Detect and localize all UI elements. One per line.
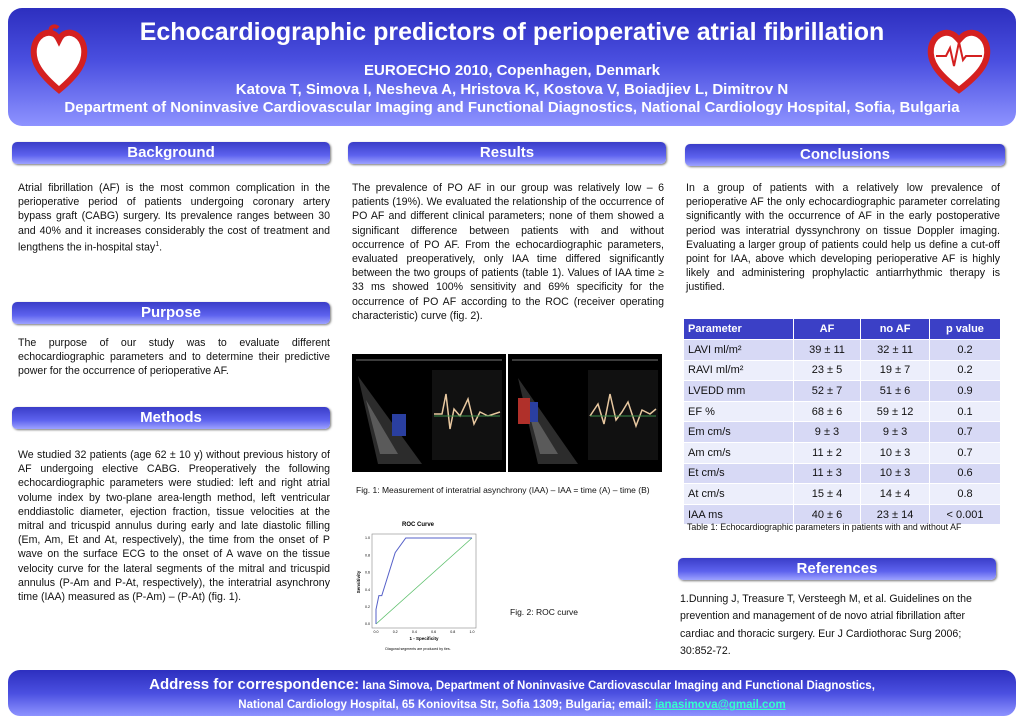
table-header-cell: AF (793, 319, 860, 340)
background-end: . (159, 241, 163, 254)
table-cell: 11 ± 2 (793, 442, 860, 463)
table-cell: 52 ± 7 (793, 381, 860, 402)
y-tick-label: 0.2 (365, 605, 370, 609)
table-header-cell: no AF (861, 319, 930, 340)
roc-ylabel: Sensitivity (356, 570, 361, 594)
table-cell: LAVI ml/m² (684, 340, 794, 361)
reference-mark: 1 (155, 240, 160, 248)
table-cell: 15 ± 4 (793, 484, 860, 505)
conclusions-heading: Conclusions (685, 144, 1005, 166)
correspondence-footer (8, 670, 1016, 716)
methods-text: We studied 32 patients (age 62 ± 10 y) without previous history of AF undergoing elective CABG. Preoperatively the following echocardiographic parameters were studied: left and right atrial volume index by two-plane area-length method, left ventricular enddiastolic diameter, ejection fraction, tissue velocities at the mitral and tricuspid annulus during early and late diastolic filling (Em, Am, Et and At, respectively), the time from the onset of P wave on the surface ECG to the onset of A wave on the tissue velocity curve for the lateral segments of the mitral and tricuspid annulus (P-Am and P-At, respectively), the interatrial asynchrony time (IAA) measured as (P-Am) – (P-At) (fig. 1). (18, 449, 330, 604)
y-tick-label: 1.0 (365, 536, 370, 541)
table-cell: 0.7 (929, 442, 1000, 463)
results-heading: Results (348, 142, 666, 164)
x-tick-label: 0.0 (373, 630, 379, 634)
table-cell: 0.1 (929, 401, 1000, 422)
table-row (684, 401, 1001, 422)
table-cell: 0.8 (929, 484, 1000, 505)
table-cell: At cm/s (684, 484, 794, 505)
background-text (18, 181, 330, 255)
table-cell: 39 ± 11 (793, 340, 860, 361)
echo-image-right (508, 354, 662, 472)
department-line: Department of Noninvasive Cardiovascular Imaging and Functional Diagnostics, National Cardiology Hospital, Sofia, Bulgaria (64, 99, 960, 116)
table-cell: EF % (684, 401, 794, 422)
footer-address-2: National Cardiology Hospital, 65 Koniovitsa Str, Sofia 1309; Bulgaria; email: (238, 699, 652, 711)
roc-footnote: Diagonal segments are produced by ties. (385, 647, 451, 651)
poster-title: Echocardiographic predictors of perioperative atrial fibrillation (139, 18, 885, 46)
table1-caption: Table 1: Echocardiographic parameters in patients with and without AF (687, 522, 962, 532)
table-cell: 10 ± 3 (861, 442, 930, 463)
conclusions-text: In a group of patients with a relatively low prevalence of perioperative AF the only echocardiographic parameter correlating significantly with the occurrence of AF in the early postoperative period was interatrial dyssynchrony on tissue Doppler imaging. Evaluating a larger group of patients could help us define a cut-off point for IAA, above which developing perioperative AF is highly likely and administering prophylactic antiarrhythmic therapy is justified. (686, 182, 1000, 294)
x-tick-label: 1.0 (469, 630, 475, 634)
table-row (684, 463, 1001, 484)
table-cell: LVEDD mm (684, 381, 794, 402)
table-row (684, 442, 1001, 463)
table-cell: 59 ± 12 (861, 401, 930, 422)
y-tick-label: 0.6 (365, 570, 370, 575)
y-tick-label: 0.8 (365, 553, 370, 558)
authors-line: Katova T, Simova I, Nesheva A, Hristova K, Kostova V, Boiadjiev L, Dimitrov N (235, 81, 789, 98)
parameters-table (683, 318, 1001, 525)
table-cell: 10 ± 3 (861, 463, 930, 484)
x-tick-label: 0.8 (450, 630, 456, 634)
table-cell: RAVI ml/m² (684, 360, 794, 381)
table-cell: 9 ± 3 (861, 422, 930, 443)
references-heading: References (678, 558, 996, 580)
table-cell: 0.7 (929, 422, 1000, 443)
y-tick-label: 0.4 (365, 587, 370, 592)
figure2-caption: Fig. 2: ROC curve (510, 607, 579, 617)
table-cell: Em cm/s (684, 422, 794, 443)
conference-line: EUROECHO 2010, Copenhagen, Denmark (364, 62, 660, 79)
x-tick-label: 0.6 (431, 630, 437, 634)
table-cell: 51 ± 6 (861, 381, 930, 402)
footer-line-1 (8, 676, 1016, 693)
table-row (684, 484, 1001, 505)
table-cell: IAA ms (684, 504, 794, 525)
references-text: 1.Dunning J, Treasure T, Versteegh M, et al. Guidelines on the prevention and management of de novo atrial fibrillation after cardiac and thoracic surgery. Eur J Cardiothorac Surg 2006; 30:852-72. (680, 593, 972, 658)
results-text: The prevalence of PO AF in our group was relatively low – 6 patients (19%). We evaluated the relationship of the occurrence of PO AF and different clinical parameters; none of them showed a significant difference between patients with and without occurrence of PO AF. From the echocardiographic parameters, evaluated preoperatively, only IAA time differed significantly between the two groups of patients (table 1). Values of IAA time ≥ 33 ms showed 100% sensitivity and 69% specificity for the occurrence of PO AF according to the ROC (receiver operating characteristic) curve (fig. 2). (352, 182, 664, 322)
footer-line-2 (8, 699, 1016, 711)
table-cell: 0.2 (929, 340, 1000, 361)
table-cell: 9 ± 3 (793, 422, 860, 443)
table-cell: 0.2 (929, 360, 1000, 381)
table-cell: < 0.001 (929, 504, 1000, 525)
footer-label: Address for correspondence: (149, 676, 360, 693)
figure1-caption: Fig. 1: Measurement of interatrial asynchrony (IAA) – IAA = time (A) – time (B) (356, 485, 650, 495)
table-row (684, 381, 1001, 402)
table-row (684, 360, 1001, 381)
table-cell: 19 ± 7 (861, 360, 930, 381)
roc-chart (352, 516, 484, 654)
table-cell: 11 ± 3 (793, 463, 860, 484)
table-cell: Am cm/s (684, 442, 794, 463)
roc-chart-title: ROC Curve (401, 522, 435, 528)
x-tick-label: 0.4 (411, 630, 417, 634)
table-header-cell: Parameter (684, 319, 794, 340)
roc-xlabel: 1 - Specificity (409, 636, 439, 641)
x-tick-label: 0.2 (392, 630, 398, 634)
purpose-heading: Purpose (12, 302, 330, 324)
table-cell: 0.9 (929, 381, 1000, 402)
echo-image-left (352, 354, 506, 472)
table-cell: 14 ± 4 (861, 484, 930, 505)
table-cell: 23 ± 14 (861, 504, 930, 525)
table-cell: 0.6 (929, 463, 1000, 484)
table-cell: 68 ± 6 (793, 401, 860, 422)
table-cell: 32 ± 11 (861, 340, 930, 361)
y-tick-label: 0.0 (365, 622, 370, 627)
methods-heading: Methods (12, 407, 330, 429)
table-header-cell: p value (929, 319, 1000, 340)
background-heading: Background (12, 142, 330, 164)
table-row (684, 340, 1001, 361)
table-row (684, 422, 1001, 443)
table-cell: 23 ± 5 (793, 360, 860, 381)
table-header-row (684, 319, 1001, 340)
background-body: Atrial fibrillation (AF) is the most common complication in the perioperative period of patients undergoing coronary artery bypass graft (CABG) surgery. Its prevalence ranges between 30 and 40% and it increases considerably the cost of treatment and lengthens the in-hospital stay (18, 182, 330, 254)
footer-address-1: Iana Simova, Department of Noninvasive Cardiovascular Imaging and Functional Diagnostics, (362, 680, 875, 692)
email-link[interactable]: ianasimova@gmail.com (654, 699, 786, 711)
table-cell: Et cm/s (684, 463, 794, 484)
table-cell: 40 ± 6 (793, 504, 860, 525)
purpose-text: The purpose of our study was to evaluate different echocardiographic parameters and to determine their predictive power for the occurrence of perioperative AF. (18, 337, 330, 378)
